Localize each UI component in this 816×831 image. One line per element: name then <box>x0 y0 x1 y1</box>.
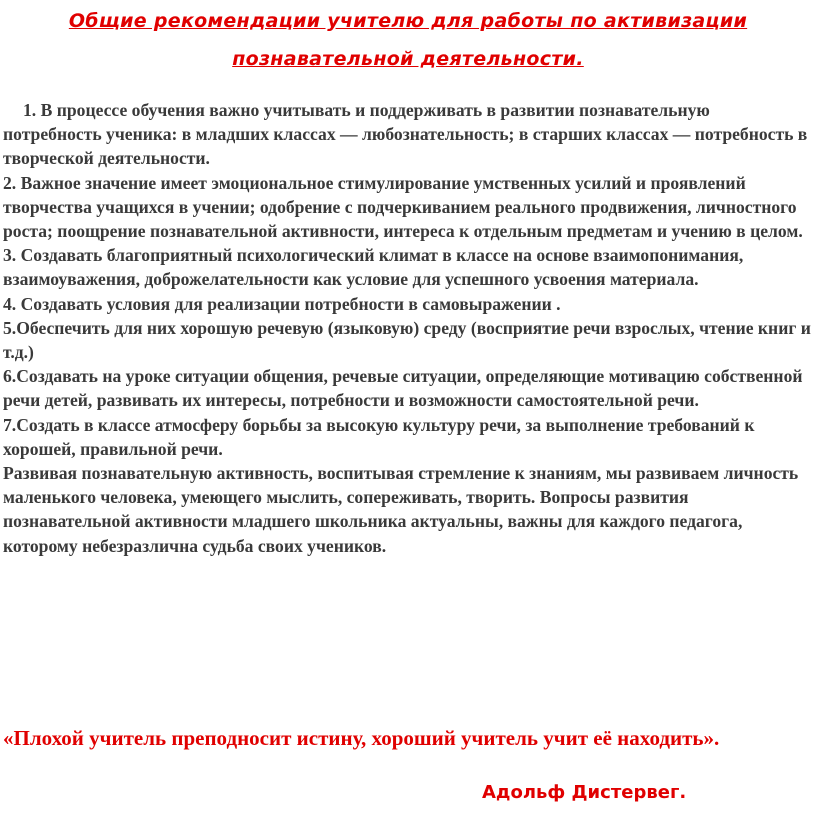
recommendations-body <box>3 98 811 558</box>
recommendation-1: 1. В процессе обучения важно учитывать и поддерживать в развитии познавательную потребность ученика: в младших классах — любознательность; в старших классах — потребность в творческой деятельности. <box>3 100 808 169</box>
recommendation-5: 5.Обеспечить для них хорошую речевую (языковую) среду (восприятие речи взрослых, чтение книг и т.д.) <box>3 317 811 363</box>
title-line-1: Общие рекомендации учителю для работы по активизации <box>68 10 748 32</box>
recommendation-4: 4. Создавать условия для реализации потребности в самовыражении . <box>3 293 561 314</box>
conclusion-paragraph: Развивая познавательную активность, воспитывая стремление к знаниям, мы развиваем личность маленького человека, умеющего мыслить, сопереживать, творить. Вопросы развития познавательной активности младшего школьника актуальны, важны для каждого педагога, которому небезразлична судьба своих учеников. <box>3 463 799 556</box>
title-line-2: познавательной деятельности. <box>232 48 584 70</box>
recommendation-3: 3. Создавать благоприятный психологический климат в классе на основе взаимопонимания, взаимоуважения, доброжелательности как условие для успешного усвоения материала. <box>3 245 744 290</box>
quote: «Плохой учитель преподносит истину, хороший учитель учит её находить». <box>3 726 720 750</box>
recommendation-2: 2. Важное значение имеет эмоциональное стимулирование умственных усилий и проявлений творчества учащихся в учении; одобрение с подчеркиванием реального продвижения, личностного роста; поощрение познавательной активности, интереса к отдельным предметам и учению в целом. <box>3 172 803 242</box>
recommendation-7: 7.Создать в классе атмосферу борьбы за высокую культуру речи, за выполнение требований к хорошей, правильной речи. <box>3 414 755 459</box>
recommendation-6: 6.Создавать на уроке ситуации общения, речевые ситуации, определяющие мотивацию собственной речи детей, развивать их интересы, потребности и возможности самостоятельной речи. <box>3 366 803 411</box>
quote-author: Адольф Дистервег. <box>482 782 687 803</box>
